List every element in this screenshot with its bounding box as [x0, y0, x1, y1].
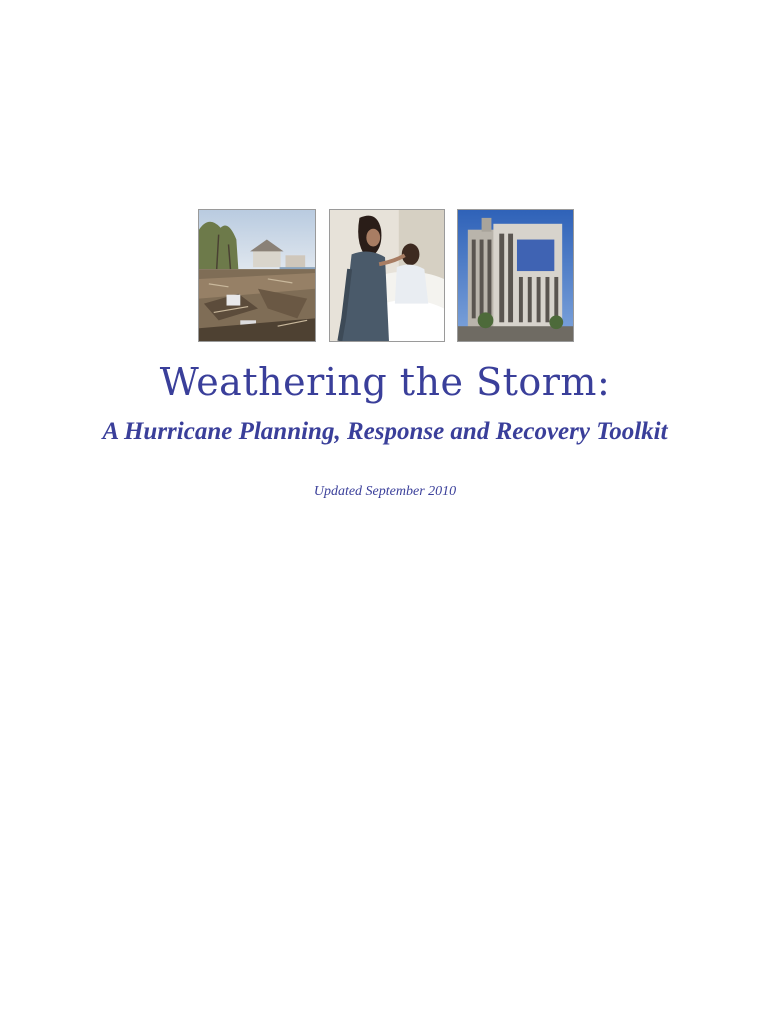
- cover-photo-strip: [198, 209, 574, 342]
- document-title: Weathering the Storm:: [159, 360, 611, 404]
- hospital-building-photo: [457, 209, 574, 342]
- hurricane-debris-photo: [198, 209, 316, 342]
- update-date: Updated September 2010: [313, 484, 457, 499]
- nurse-patient-photo: [329, 209, 445, 342]
- document-subtitle: A Hurricane Planning, Response and Recovery Toolkit: [102, 418, 668, 445]
